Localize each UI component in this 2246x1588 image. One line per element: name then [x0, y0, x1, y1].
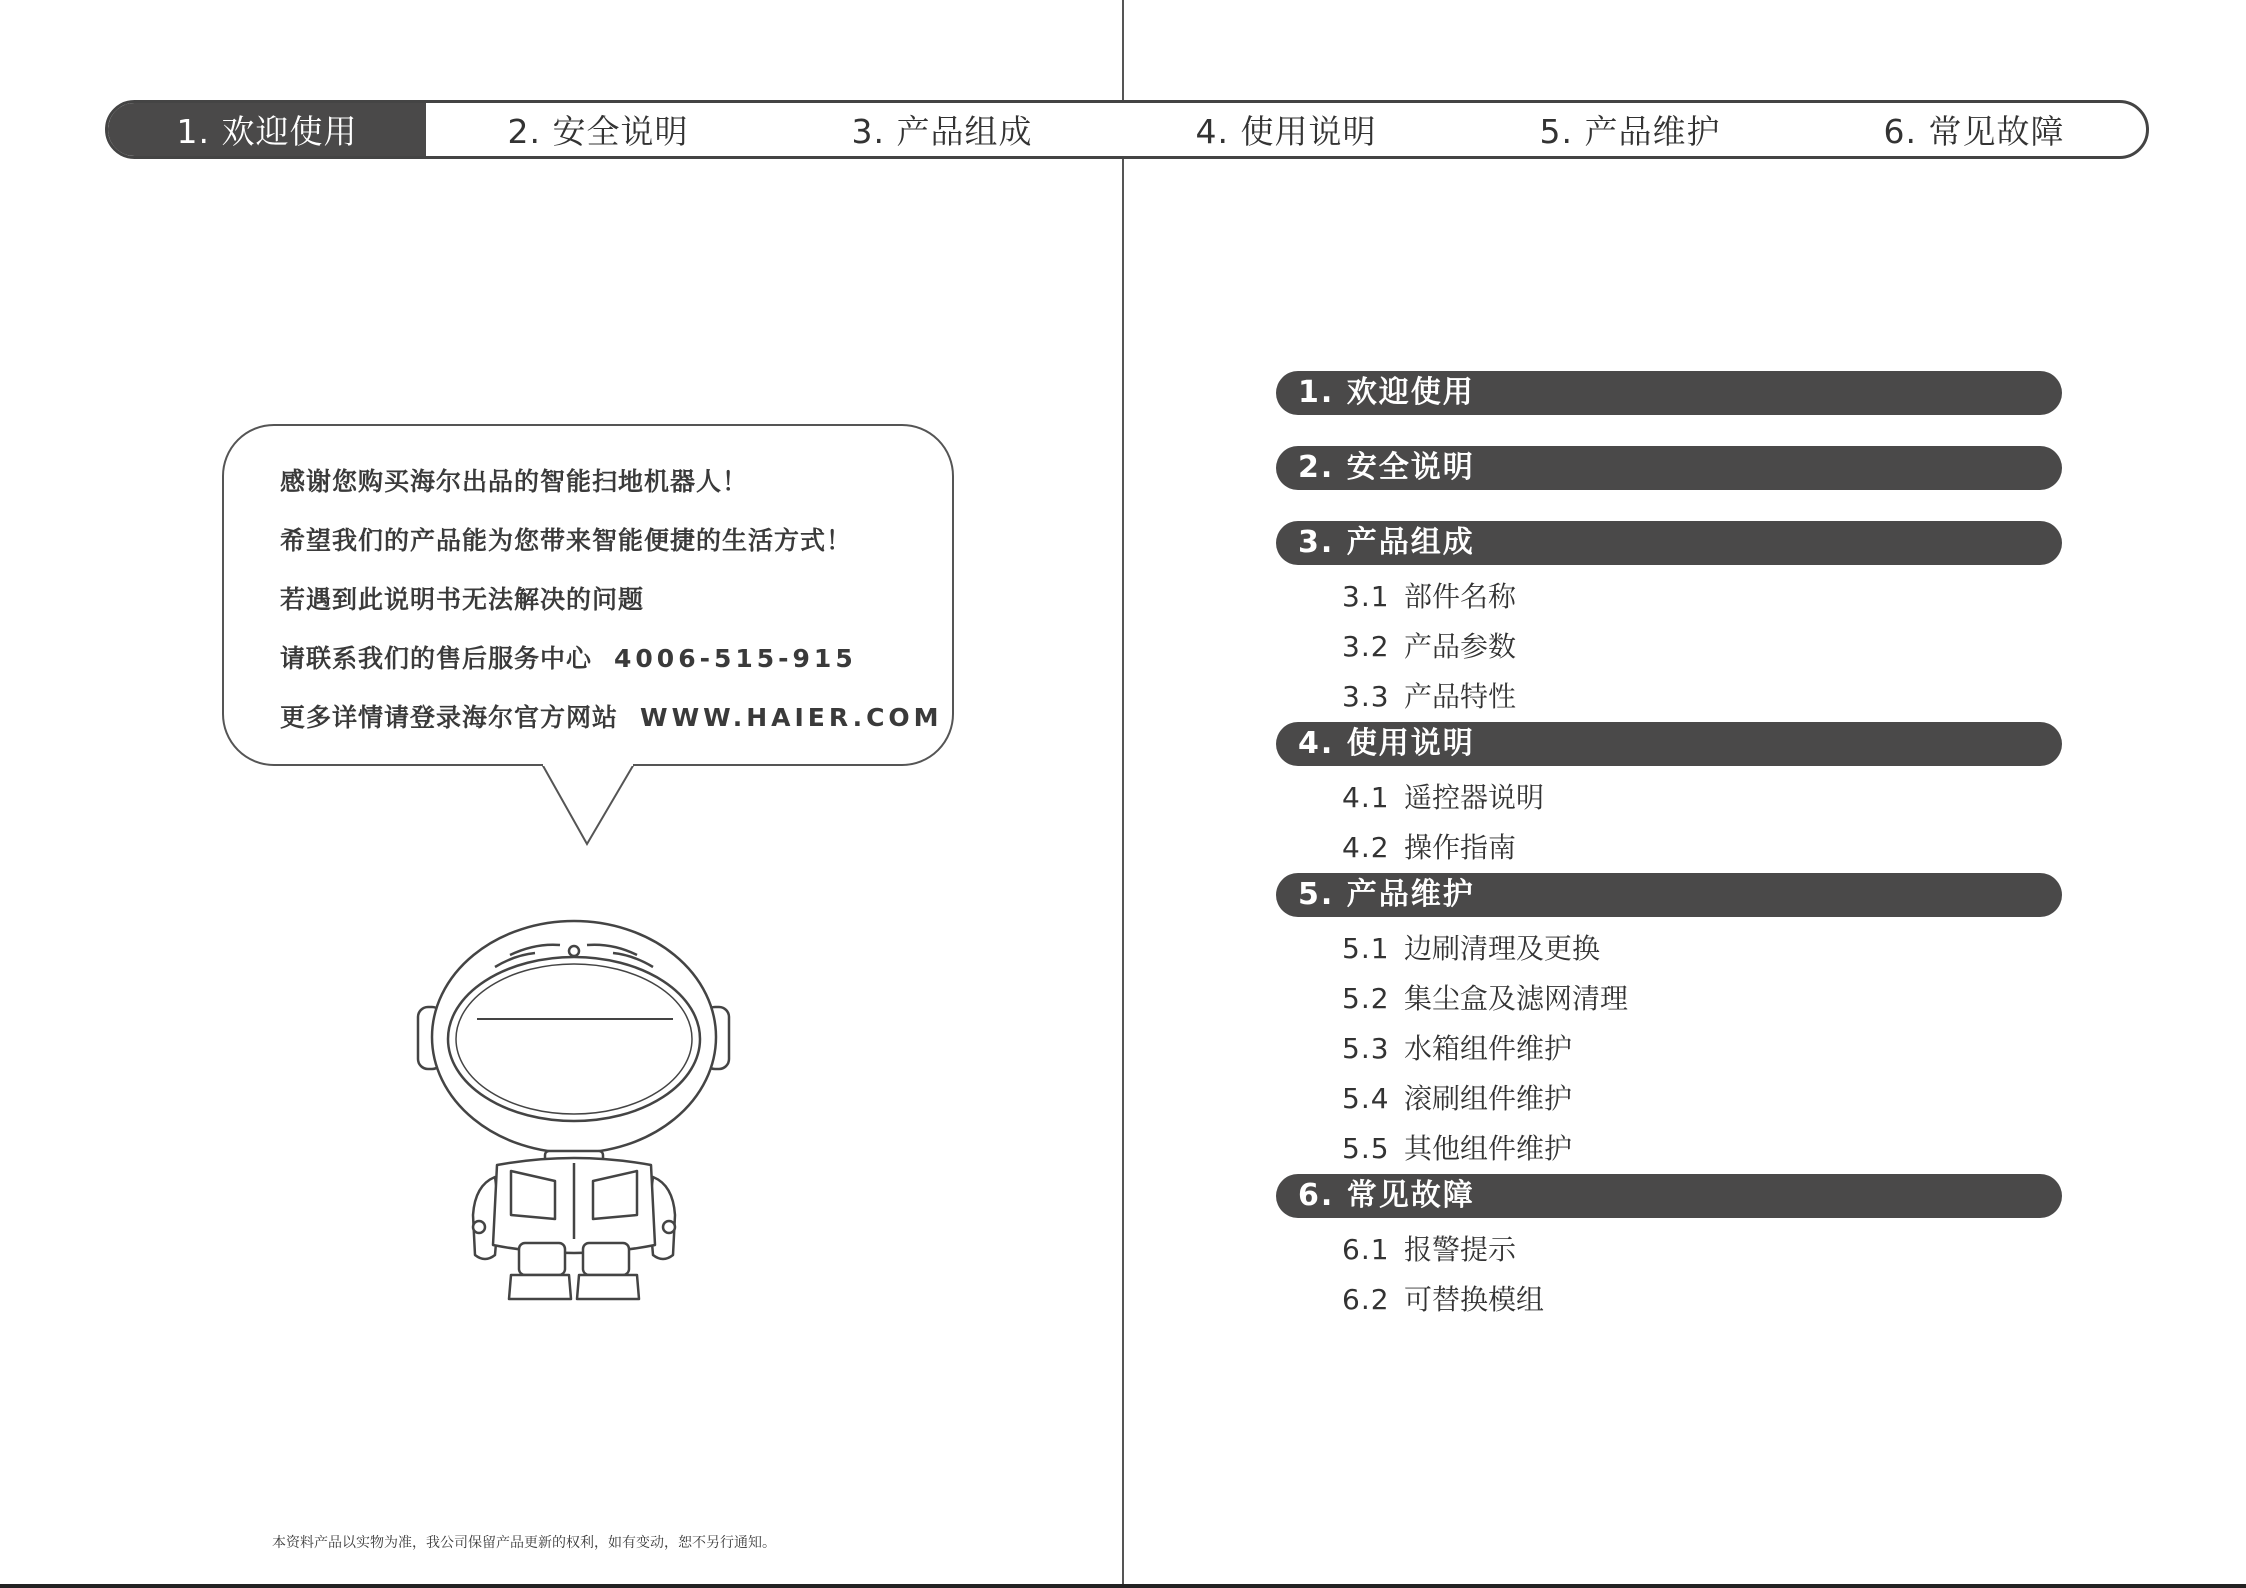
toc-item-label: 集尘盒及滤网清理	[1404, 982, 1629, 1015]
toc-item-number: 4.2	[1342, 831, 1390, 864]
website-line	[280, 698, 952, 757]
table-of-contents	[1276, 371, 2062, 1325]
toc-item[interactable]	[1276, 572, 2062, 622]
toc-item-label: 产品参数	[1404, 630, 1517, 663]
welcome-speech-bubble	[222, 424, 954, 766]
toc-item-number: 3.1	[1342, 580, 1390, 613]
bottom-rule	[0, 1584, 2246, 1588]
toc-item-label: 遥控器说明	[1404, 781, 1545, 814]
tab-welcome[interactable]: 1. 欢迎使用	[108, 103, 426, 156]
toc-item-label: 水箱组件维护	[1404, 1032, 1573, 1065]
toc-item[interactable]	[1276, 924, 2062, 974]
welcome-line: 若遇到此说明书无法解决的问题	[280, 585, 645, 614]
toc-section-troubleshooting[interactable]: 6. 常见故障	[1276, 1174, 2062, 1218]
toc-item[interactable]	[1276, 1225, 2062, 1275]
toc-item-label: 可替换模组	[1404, 1283, 1545, 1316]
toc-section-safety[interactable]: 2. 安全说明	[1276, 446, 2062, 490]
speech-bubble-tail	[540, 764, 636, 846]
toc-item-number: 4.1	[1342, 781, 1390, 814]
disclaimer-text: 本资料产品以实物为准，我公司保留产品更新的权利，如有变动，恕不另行通知。	[272, 1535, 776, 1551]
toc-item-label: 报警提示	[1404, 1233, 1517, 1266]
tab-safety[interactable]: 2. 安全说明	[507, 112, 689, 151]
welcome-line: 感谢您购买海尔出品的智能扫地机器人！	[280, 467, 749, 496]
toc-item-number: 3.2	[1342, 630, 1390, 663]
toc-item[interactable]	[1276, 672, 2062, 722]
toc-section-welcome[interactable]: 1. 欢迎使用	[1276, 371, 2062, 415]
toc-item[interactable]	[1276, 1024, 2062, 1074]
toc-item[interactable]	[1276, 823, 2062, 873]
toc-section-maintenance[interactable]: 5. 产品维护	[1276, 873, 2062, 917]
toc-item[interactable]	[1276, 974, 2062, 1024]
toc-item[interactable]	[1276, 622, 2062, 672]
toc-item-number: 6.1	[1342, 1233, 1390, 1266]
toc-item-number: 6.2	[1342, 1283, 1390, 1316]
website-url[interactable]: WWW.HAIER.COM	[640, 703, 943, 732]
toc-item-label: 产品特性	[1404, 680, 1517, 713]
toc-item-label: 其他组件维护	[1404, 1132, 1573, 1165]
tab-maintenance[interactable]: 5. 产品维护	[1539, 112, 1721, 151]
toc-item[interactable]	[1276, 1124, 2062, 1174]
toc-item[interactable]	[1276, 1275, 2062, 1325]
welcome-line: 希望我们的产品能为您带来智能便捷的生活方式！	[280, 526, 853, 555]
website-label: 更多详情请登录海尔官方网站	[280, 703, 619, 732]
toc-item[interactable]	[1276, 773, 2062, 823]
toc-item-label: 滚刷组件维护	[1404, 1082, 1573, 1115]
toc-item-number: 5.1	[1342, 932, 1390, 965]
robot-mascot-icon	[415, 915, 735, 1305]
service-phone: 4006-515-915	[614, 644, 857, 673]
service-line	[280, 639, 952, 698]
toc-item-number: 5.3	[1342, 1032, 1390, 1065]
service-label: 请联系我们的售后服务中心	[280, 644, 593, 673]
toc-item-number: 5.2	[1342, 982, 1390, 1015]
toc-item[interactable]	[1276, 1074, 2062, 1124]
toc-item-number: 3.3	[1342, 680, 1390, 713]
toc-item-label: 操作指南	[1404, 831, 1517, 864]
toc-item-number: 5.4	[1342, 1082, 1390, 1115]
tab-usage[interactable]: 4. 使用说明	[1195, 112, 1377, 151]
tab-troubleshooting[interactable]: 6. 常见故障	[1883, 112, 2065, 151]
toc-item-label: 边刷清理及更换	[1404, 932, 1601, 965]
toc-section-components[interactable]: 3. 产品组成	[1276, 521, 2062, 565]
page-spine	[1122, 0, 1124, 1588]
toc-item-label: 部件名称	[1404, 580, 1517, 613]
tab-components[interactable]: 3. 产品组成	[851, 112, 1033, 151]
chapter-tab-bar	[105, 100, 2149, 159]
toc-section-usage[interactable]: 4. 使用说明	[1276, 722, 2062, 766]
toc-item-number: 5.5	[1342, 1132, 1390, 1165]
